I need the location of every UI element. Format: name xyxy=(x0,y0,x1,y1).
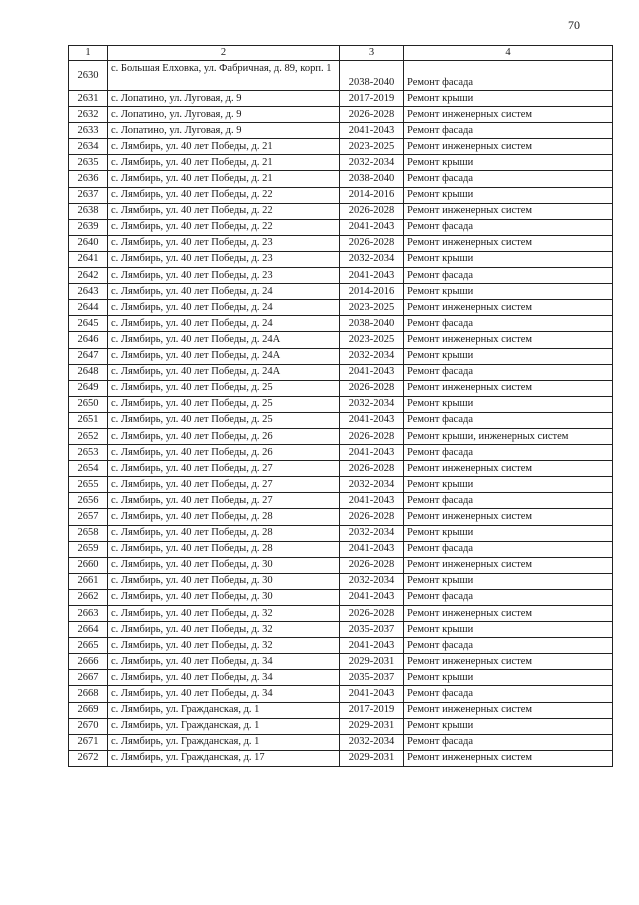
address-cell: с. Лямбирь, ул. 40 лет Победы, д. 25 xyxy=(108,412,340,428)
address-cell: с. Лямбирь, ул. 40 лет Победы, д. 22 xyxy=(108,203,340,219)
work-type-cell: Ремонт крыши xyxy=(404,670,613,686)
row-number: 2635 xyxy=(69,155,108,171)
row-number: 2669 xyxy=(69,702,108,718)
work-type-cell: Ремонт инженерных систем xyxy=(404,606,613,622)
row-number: 2633 xyxy=(69,123,108,139)
period-cell: 2026-2028 xyxy=(340,203,404,219)
period-cell: 2026-2028 xyxy=(340,380,404,396)
row-number: 2645 xyxy=(69,316,108,332)
row-number: 2649 xyxy=(69,380,108,396)
table-row xyxy=(69,734,613,750)
period-cell: 2029-2031 xyxy=(340,750,404,766)
table-row xyxy=(69,123,613,139)
address-cell: с. Лямбирь, ул. 40 лет Победы, д. 28 xyxy=(108,525,340,541)
period-cell: 2035-2037 xyxy=(340,670,404,686)
address-cell: с. Лямбирь, ул. 40 лет Победы, д. 34 xyxy=(108,670,340,686)
work-type-cell: Ремонт фасада xyxy=(404,268,613,284)
address-cell: с. Лопатино, ул. Луговая, д. 9 xyxy=(108,91,340,107)
period-cell: 2032-2034 xyxy=(340,477,404,493)
period-cell: 2041-2043 xyxy=(340,541,404,557)
table-row xyxy=(69,139,613,155)
work-type-cell: Ремонт инженерных систем xyxy=(404,654,613,670)
table-row xyxy=(69,187,613,203)
period-cell: 2026-2028 xyxy=(340,557,404,573)
work-type-cell: Ремонт крыши xyxy=(404,718,613,734)
period-cell: 2041-2043 xyxy=(340,364,404,380)
period-cell: 2029-2031 xyxy=(340,654,404,670)
address-cell: с. Лямбирь, ул. Гражданская, д. 1 xyxy=(108,718,340,734)
row-number: 2659 xyxy=(69,541,108,557)
address-cell: с. Большая Елховка, ул. Фабричная, д. 89, корп. 1 xyxy=(108,61,340,91)
address-cell: с. Лямбирь, ул. 40 лет Победы, д. 24 xyxy=(108,284,340,300)
period-cell: 2032-2034 xyxy=(340,155,404,171)
work-type-cell: Ремонт инженерных систем xyxy=(404,380,613,396)
row-number: 2671 xyxy=(69,734,108,750)
row-number: 2667 xyxy=(69,670,108,686)
work-type-cell: Ремонт крыши xyxy=(404,525,613,541)
address-cell: с. Лямбирь, ул. 40 лет Победы, д. 24А xyxy=(108,332,340,348)
capital-repair-table xyxy=(68,45,613,767)
row-number: 2666 xyxy=(69,654,108,670)
row-number: 2650 xyxy=(69,396,108,412)
table-header-row xyxy=(69,46,613,61)
work-type-cell: Ремонт фасада xyxy=(404,171,613,187)
table-row xyxy=(69,750,613,766)
column-header-number: 1 xyxy=(69,46,108,61)
row-number: 2643 xyxy=(69,284,108,300)
row-number: 2658 xyxy=(69,525,108,541)
address-cell: с. Лямбирь, ул. 40 лет Победы, д. 22 xyxy=(108,187,340,203)
period-cell: 2023-2025 xyxy=(340,300,404,316)
period-cell: 2041-2043 xyxy=(340,638,404,654)
work-type-cell: Ремонт крыши xyxy=(404,284,613,300)
work-type-cell: Ремонт инженерных систем xyxy=(404,750,613,766)
address-cell: с. Лямбирь, ул. 40 лет Победы, д. 26 xyxy=(108,428,340,444)
period-cell: 2035-2037 xyxy=(340,622,404,638)
table-row xyxy=(69,235,613,251)
work-type-cell: Ремонт фасада xyxy=(404,541,613,557)
period-cell: 2038-2040 xyxy=(340,316,404,332)
row-number: 2655 xyxy=(69,477,108,493)
period-cell: 2026-2028 xyxy=(340,428,404,444)
work-type-cell: Ремонт фасада xyxy=(404,412,613,428)
table-row xyxy=(69,573,613,589)
work-type-cell: Ремонт крыши xyxy=(404,396,613,412)
work-type-cell: Ремонт инженерных систем xyxy=(404,557,613,573)
work-type-cell: Ремонт крыши xyxy=(404,187,613,203)
row-number: 2641 xyxy=(69,251,108,267)
table-row xyxy=(69,493,613,509)
work-type-cell: Ремонт инженерных систем xyxy=(404,461,613,477)
table-row xyxy=(69,316,613,332)
address-cell: с. Лямбирь, ул. 40 лет Победы, д. 25 xyxy=(108,396,340,412)
row-number: 2640 xyxy=(69,235,108,251)
address-cell: с. Лямбирь, ул. 40 лет Победы, д. 30 xyxy=(108,589,340,605)
address-cell: с. Лямбирь, ул. 40 лет Победы, д. 21 xyxy=(108,139,340,155)
row-number: 2638 xyxy=(69,203,108,219)
address-cell: с. Лямбирь, ул. Гражданская, д. 17 xyxy=(108,750,340,766)
period-cell: 2041-2043 xyxy=(340,589,404,605)
work-type-cell: Ремонт инженерных систем xyxy=(404,203,613,219)
work-type-cell: Ремонт инженерных систем xyxy=(404,300,613,316)
period-cell: 2041-2043 xyxy=(340,686,404,702)
address-cell: с. Лямбирь, ул. 40 лет Победы, д. 27 xyxy=(108,477,340,493)
row-number: 2637 xyxy=(69,187,108,203)
table-row xyxy=(69,428,613,444)
row-number: 2656 xyxy=(69,493,108,509)
address-cell: с. Лямбирь, ул. 40 лет Победы, д. 27 xyxy=(108,461,340,477)
address-cell: с. Лямбирь, ул. 40 лет Победы, д. 27 xyxy=(108,493,340,509)
column-header-address: 2 xyxy=(108,46,340,61)
period-cell: 2023-2025 xyxy=(340,139,404,155)
table-row xyxy=(69,670,613,686)
table-row xyxy=(69,541,613,557)
row-number: 2634 xyxy=(69,139,108,155)
row-number: 2654 xyxy=(69,461,108,477)
row-number: 2652 xyxy=(69,428,108,444)
work-type-cell: Ремонт фасада xyxy=(404,445,613,461)
period-cell: 2032-2034 xyxy=(340,734,404,750)
work-type-cell: Ремонт фасада xyxy=(404,638,613,654)
address-cell: с. Лямбирь, ул. 40 лет Победы, д. 26 xyxy=(108,445,340,461)
row-number: 2648 xyxy=(69,364,108,380)
address-cell: с. Лямбирь, ул. 40 лет Победы, д. 22 xyxy=(108,219,340,235)
address-cell: с. Лямбирь, ул. 40 лет Победы, д. 24А xyxy=(108,348,340,364)
work-type-cell: Ремонт фасада xyxy=(404,364,613,380)
table-row xyxy=(69,268,613,284)
table-row xyxy=(69,396,613,412)
address-cell: с. Лямбирь, ул. 40 лет Победы, д. 23 xyxy=(108,251,340,267)
work-type-cell: Ремонт крыши xyxy=(404,91,613,107)
row-number: 2651 xyxy=(69,412,108,428)
address-cell: с. Лямбирь, ул. 40 лет Победы, д. 24 xyxy=(108,316,340,332)
period-cell: 2041-2043 xyxy=(340,219,404,235)
table-row xyxy=(69,251,613,267)
table-row xyxy=(69,332,613,348)
table-row xyxy=(69,380,613,396)
column-header-period: 3 xyxy=(340,46,404,61)
row-number: 2670 xyxy=(69,718,108,734)
period-cell: 2032-2034 xyxy=(340,573,404,589)
row-number: 2668 xyxy=(69,686,108,702)
work-type-cell: Ремонт крыши xyxy=(404,477,613,493)
table-row xyxy=(69,412,613,428)
period-cell: 2029-2031 xyxy=(340,718,404,734)
table-row xyxy=(69,364,613,380)
period-cell: 2041-2043 xyxy=(340,445,404,461)
table-row xyxy=(69,606,613,622)
period-cell: 2026-2028 xyxy=(340,107,404,123)
row-number: 2647 xyxy=(69,348,108,364)
work-type-cell: Ремонт фасада xyxy=(404,493,613,509)
address-cell: с. Лямбирь, ул. 40 лет Победы, д. 24 xyxy=(108,300,340,316)
row-number: 2663 xyxy=(69,606,108,622)
table-row xyxy=(69,203,613,219)
period-cell: 2041-2043 xyxy=(340,412,404,428)
table-row xyxy=(69,348,613,364)
table-row xyxy=(69,525,613,541)
work-type-cell: Ремонт инженерных систем xyxy=(404,332,613,348)
table-row xyxy=(69,686,613,702)
table-row xyxy=(69,61,613,91)
row-number: 2664 xyxy=(69,622,108,638)
address-cell: с. Лямбирь, ул. 40 лет Победы, д. 34 xyxy=(108,686,340,702)
address-cell: с. Лямбирь, ул. 40 лет Победы, д. 32 xyxy=(108,638,340,654)
address-cell: с. Лямбирь, ул. 40 лет Победы, д. 32 xyxy=(108,622,340,638)
address-cell: с. Лямбирь, ул. 40 лет Победы, д. 21 xyxy=(108,155,340,171)
address-cell: с. Лямбирь, ул. Гражданская, д. 1 xyxy=(108,702,340,718)
address-cell: с. Лямбирь, ул. 40 лет Победы, д. 28 xyxy=(108,509,340,525)
work-type-cell: Ремонт фасада xyxy=(404,589,613,605)
row-number: 2661 xyxy=(69,573,108,589)
address-cell: с. Лямбирь, ул. 40 лет Победы, д. 21 xyxy=(108,171,340,187)
address-cell: с. Лямбирь, ул. 40 лет Победы, д. 23 xyxy=(108,268,340,284)
row-number: 2630 xyxy=(69,61,108,91)
row-number: 2646 xyxy=(69,332,108,348)
table-row xyxy=(69,284,613,300)
work-type-cell: Ремонт инженерных систем xyxy=(404,107,613,123)
table-body xyxy=(69,61,613,767)
row-number: 2636 xyxy=(69,171,108,187)
work-type-cell: Ремонт фасада xyxy=(404,734,613,750)
period-cell: 2023-2025 xyxy=(340,332,404,348)
period-cell: 2032-2034 xyxy=(340,396,404,412)
table-row xyxy=(69,654,613,670)
table-row xyxy=(69,589,613,605)
column-header-work-type: 4 xyxy=(404,46,613,61)
table-row xyxy=(69,171,613,187)
period-cell: 2026-2028 xyxy=(340,461,404,477)
period-cell: 2041-2043 xyxy=(340,123,404,139)
row-number: 2653 xyxy=(69,445,108,461)
row-number: 2639 xyxy=(69,219,108,235)
row-number: 2632 xyxy=(69,107,108,123)
period-cell: 2038-2040 xyxy=(340,61,404,91)
address-cell: с. Лопатино, ул. Луговая, д. 9 xyxy=(108,107,340,123)
row-number: 2644 xyxy=(69,300,108,316)
address-cell: с. Лямбирь, ул. 40 лет Победы, д. 32 xyxy=(108,606,340,622)
address-cell: с. Лямбирь, ул. 40 лет Победы, д. 34 xyxy=(108,654,340,670)
work-type-cell: Ремонт фасада xyxy=(404,316,613,332)
table-row xyxy=(69,622,613,638)
page-number: 70 xyxy=(568,18,580,32)
row-number: 2657 xyxy=(69,509,108,525)
period-cell: 2014-2016 xyxy=(340,284,404,300)
work-type-cell: Ремонт крыши, инженерных систем xyxy=(404,428,613,444)
table-row xyxy=(69,557,613,573)
work-type-cell: Ремонт крыши xyxy=(404,348,613,364)
address-cell: с. Лямбирь, ул. 40 лет Победы, д. 28 xyxy=(108,541,340,557)
row-number: 2665 xyxy=(69,638,108,654)
address-cell: с. Лямбирь, ул. 40 лет Победы, д. 30 xyxy=(108,557,340,573)
work-type-cell: Ремонт инженерных систем xyxy=(404,509,613,525)
work-type-cell: Ремонт крыши xyxy=(404,155,613,171)
period-cell: 2017-2019 xyxy=(340,702,404,718)
period-cell: 2041-2043 xyxy=(340,493,404,509)
work-type-cell: Ремонт крыши xyxy=(404,251,613,267)
period-cell: 2026-2028 xyxy=(340,509,404,525)
table-row xyxy=(69,718,613,734)
table-row xyxy=(69,445,613,461)
work-type-cell: Ремонт фасада xyxy=(404,219,613,235)
address-cell: с. Лямбирь, ул. 40 лет Победы, д. 23 xyxy=(108,235,340,251)
address-cell: с. Лопатино, ул. Луговая, д. 9 xyxy=(108,123,340,139)
work-type-cell: Ремонт крыши xyxy=(404,622,613,638)
address-cell: с. Лямбирь, ул. 40 лет Победы, д. 30 xyxy=(108,573,340,589)
period-cell: 2026-2028 xyxy=(340,606,404,622)
row-number: 2642 xyxy=(69,268,108,284)
table-row xyxy=(69,300,613,316)
period-cell: 2032-2034 xyxy=(340,251,404,267)
period-cell: 2038-2040 xyxy=(340,171,404,187)
table-row xyxy=(69,155,613,171)
period-cell: 2032-2034 xyxy=(340,348,404,364)
work-type-cell: Ремонт фасада xyxy=(404,123,613,139)
work-type-cell: Ремонт инженерных систем xyxy=(404,235,613,251)
period-cell: 2032-2034 xyxy=(340,525,404,541)
address-cell: с. Лямбирь, ул. 40 лет Победы, д. 25 xyxy=(108,380,340,396)
work-type-cell: Ремонт крыши xyxy=(404,573,613,589)
row-number: 2662 xyxy=(69,589,108,605)
address-cell: с. Лямбирь, ул. Гражданская, д. 1 xyxy=(108,734,340,750)
period-cell: 2017-2019 xyxy=(340,91,404,107)
work-type-cell: Ремонт фасада xyxy=(404,61,613,91)
work-type-cell: Ремонт фасада xyxy=(404,686,613,702)
period-cell: 2026-2028 xyxy=(340,235,404,251)
table-row xyxy=(69,509,613,525)
row-number: 2631 xyxy=(69,91,108,107)
table-row xyxy=(69,461,613,477)
work-type-cell: Ремонт инженерных систем xyxy=(404,702,613,718)
period-cell: 2014-2016 xyxy=(340,187,404,203)
table-row xyxy=(69,91,613,107)
work-type-cell: Ремонт инженерных систем xyxy=(404,139,613,155)
row-number: 2660 xyxy=(69,557,108,573)
table-row xyxy=(69,638,613,654)
address-cell: с. Лямбирь, ул. 40 лет Победы, д. 24А xyxy=(108,364,340,380)
table-row xyxy=(69,702,613,718)
table-row xyxy=(69,477,613,493)
row-number: 2672 xyxy=(69,750,108,766)
table-row xyxy=(69,107,613,123)
period-cell: 2041-2043 xyxy=(340,268,404,284)
table-row xyxy=(69,219,613,235)
